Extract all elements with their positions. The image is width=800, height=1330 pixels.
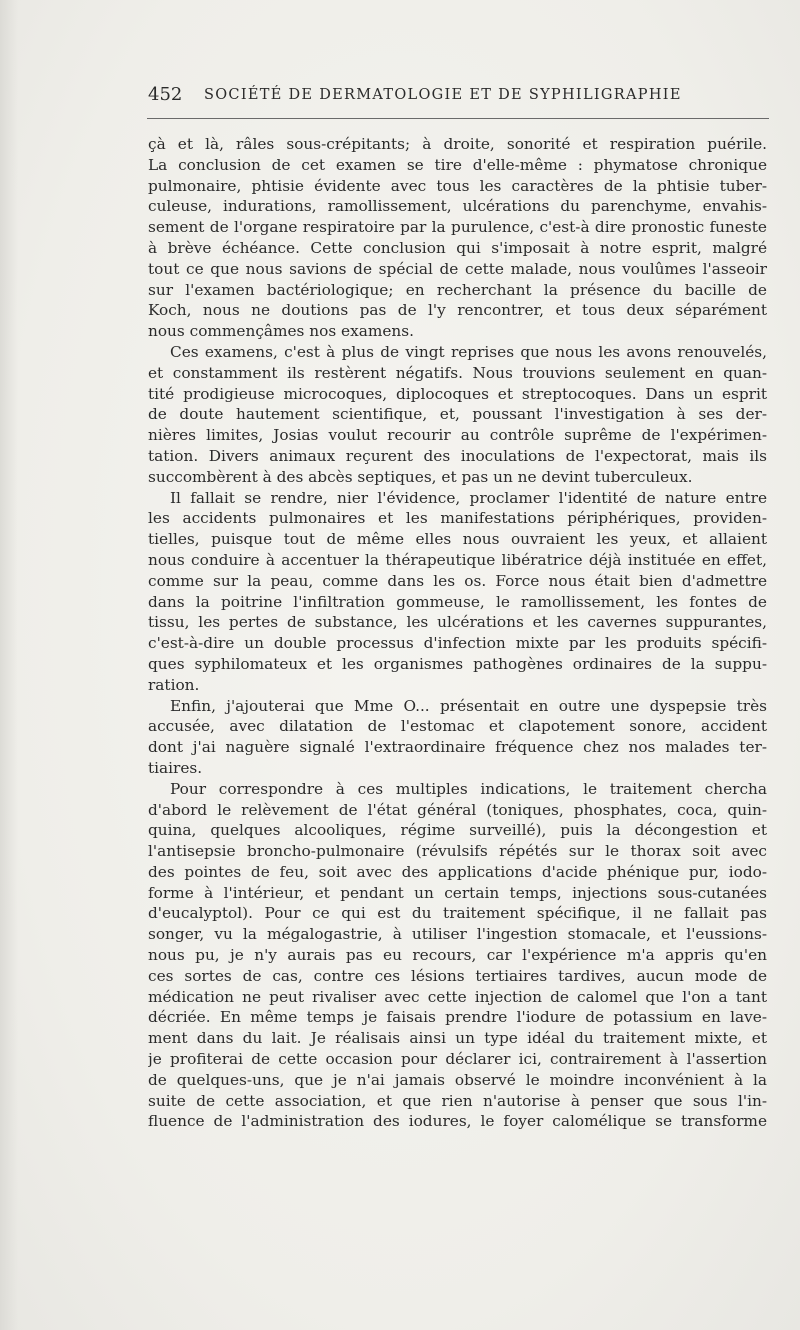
text-line: ration. [148,675,200,694]
text-line: tout ce que nous savions de spécial de cette malade, nous voulûmes l'asseoir [148,259,767,278]
text-line: ces sortes de cas, contre ces lésions tertiaires tardives, aucun mode de [148,966,767,985]
text-line: c'est-à-dire un double processus d'infection mixte par les produits spécifi- [148,634,767,653]
text-line: tielles, puisque tout de même elles nous ouvraient les yeux, et allaient [148,530,767,549]
text-line: Koch, nous ne doutions pas de l'y rencontrer, et tous deux séparément [148,301,767,320]
text-line: forme à l'intérieur, et pendant un certain temps, injections sous-cutanées [148,883,767,902]
text-line: nous commençâmes nos examens. [148,322,414,341]
text-line: tation. Divers animaux reçurent des inoculations de l'expectorat, mais ils [148,446,767,465]
text-line: des pointes de feu, soit avec des applications d'acide phénique pur, iodo- [148,862,767,881]
text-line: je profiterai de cette occasion pour déclarer ici, contrairement à l'assertion [148,1050,767,1069]
text-line: à brève échéance. Cette conclusion qui s'imposait à notre esprit, malgré [148,238,767,257]
text-line: ment dans du lait. Je réalisais ainsi un type idéal du traitement mixte, et [148,1029,767,1048]
text-line: nières limites, Josias voulut recourir au contrôle suprême de l'expérimen- [148,426,767,445]
text-line: nous conduire à accentuer la thérapeutique libératrice déjà instituée en effet, [148,550,767,569]
body-text [148,134,767,1132]
text-line: La conclusion de cet examen se tire d'elle-même : phymatose chronique [148,155,767,174]
text-line: sement de l'organe respiratoire par la purulence, c'est-à dire pronostic funeste [148,218,767,237]
page-number: 452 [148,84,183,105]
running-head: SOCIÉTÉ DE DERMATOLOGIE ET DE SYPHILIGRAPHIE [204,87,682,103]
text-line: quina, quelques alcooliques, régime surveillé), puis la décongestion et [148,821,767,840]
text-line: tissu, les pertes de substance, les ulcérations et les cavernes suppurantes, [148,613,767,632]
text-line: comme sur la peau, comme dans les os. Force nous était bien d'admettre [148,571,767,590]
text-line: accusée, avec dilatation de l'estomac et clapotement sonore, accident [148,717,767,736]
text-line: Pour correspondre à ces multiples indications, le traitement chercha [170,779,767,798]
text-line: pulmonaire, phtisie évidente avec tous les caractères de la phtisie tuber- [148,176,767,195]
page-header [148,84,768,110]
text-line: Il fallait se rendre, nier l'évidence, proclamer l'identité de nature entre [170,488,767,507]
text-line: tiaires. [148,758,203,777]
page-gutter-shadow [0,0,18,1330]
text-line: sur l'examen bactériologique; en recherchant la présence du bacille de [148,280,767,299]
text-line: de doute hautement scientifique, et, poussant l'investigation à ses der- [148,405,767,424]
text-line: dans la poitrine l'infiltration gommeuse, le ramollissement, les fontes de [148,592,767,611]
text-line: suite de cette association, et que rien n'autorise à penser que sous l'in- [148,1091,767,1110]
text-line: d'eucalyptol). Pour ce qui est du traitement spécifique, il ne fallait pas [148,904,767,923]
text-line: culeuse, indurations, ramollissement, ulcérations du parenchyme, envahis- [148,197,767,216]
text-line: succombèrent à des abcès septiques, et pas un ne devint tuberculeux. [148,467,693,486]
text-line: fluence de l'administration des iodures, le foyer calomélique se transforme [148,1112,767,1131]
text-line: Enfin, j'ajouterai que Mme O... présentait en outre une dyspepsie très [170,696,767,715]
text-line: ques syphilomateux et les organismes pathogènes ordinaires de la suppu- [148,654,767,673]
header-rule [147,118,769,119]
text-line: décriée. En même temps je faisais prendre l'iodure de potassium en lave- [148,1008,767,1027]
text-line: les accidents pulmonaires et les manifestations périphériques, providen- [148,509,767,528]
text-line: dont j'ai naguère signalé l'extraordinaire fréquence chez nos malades ter- [148,738,767,757]
text-line: d'abord le relèvement de l'état général (toniques, phosphates, coca, quin- [148,800,767,819]
text-line: l'antisepsie broncho-pulmonaire (révulsifs répétés sur le thorax soit avec [148,842,767,861]
text-line: nous pu, je n'y aurais pas eu recours, car l'expérience m'a appris qu'en [148,946,767,965]
text-line: Ces examens, c'est à plus de vingt reprises que nous les avons renouvelés, [170,342,767,361]
text-line: médication ne peut rivaliser avec cette injection de calomel que l'on a tant [148,987,767,1006]
text-line: tité prodigieuse microcoques, diplocoques et streptocoques. Dans un esprit [148,384,767,403]
text-line: de quelques-uns, que je n'ai jamais observé le moindre inconvénient à la [148,1070,767,1089]
text-line: songer, vu la mégalogastrie, à utiliser l'ingestion stomacale, et l'eussions- [148,925,767,944]
text-line: et constamment ils restèrent négatifs. Nous trouvions seulement en quan- [148,363,767,382]
text-line: çà et là, râles sous-crépitants; à droite, sonorité et respiration puérile. [148,135,767,153]
